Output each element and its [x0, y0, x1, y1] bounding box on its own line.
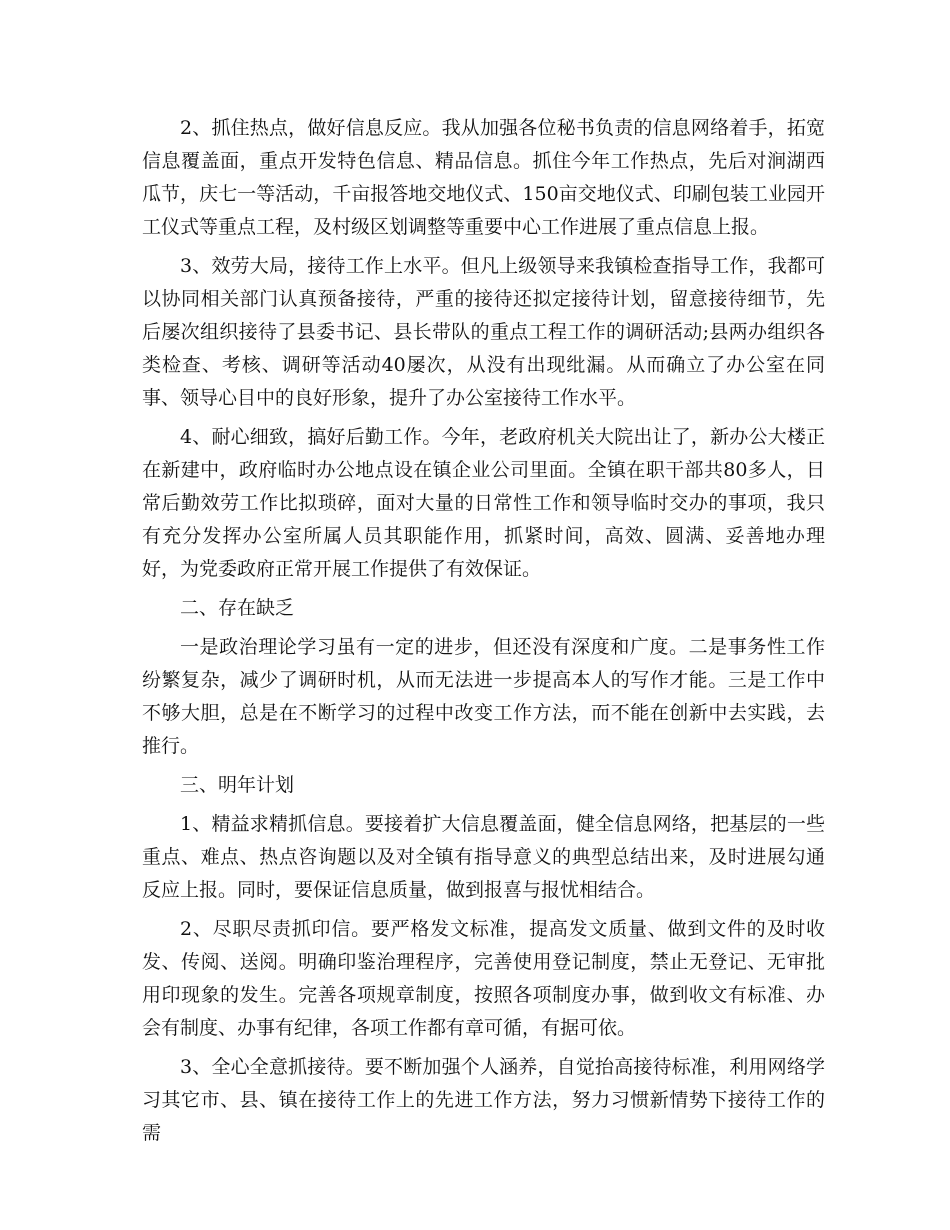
paragraph-logistics-work: 4、耐心细致，搞好后勤工作。今年，老政府机关大院出让了，新办公大楼正在新建中，政府临时办公地点设在镇企业公司里面。全镇在职干部共80多人，日常后勤效劳工作比拟琐碎，面对大量的日常性工作和领导临时交办的事项，我只有充分发挥办公室所属人员其职能作用，抓紧时间，高效、圆满、妥善地办理好，为党委政府正常开展工作提供了有效保证。 — [142, 426, 825, 580]
section-heading-shortcomings: 二、存在缺乏 — [180, 597, 295, 619]
paragraph-info-feedback: 2、抓住热点，做好信息反应。我从加强各位秘书负责的信息网络着手，拓宽信息覆盖面，重点开发特色信息、精品信息。抓住今年工作热点，先后对涧湖西瓜节，庆七一等活动，千亩报答地交地仪式、150亩交地仪式、印刷包装工业园开工仪式等重点工程，及村级区划调整等重要中心工作进展了重点信息上报。 — [142, 117, 825, 238]
paragraph-plan-information: 1、精益求精抓信息。要接着扩大信息覆盖面，健全信息网络，把基层的一些重点、难点、热点咨询题以及对全镇有指导意义的典型总结出来，及时进展勾通反应上报。同时，要保证信息质量，做到报喜与报忧相结合。 — [142, 813, 825, 901]
section-heading-next-year-plan: 三、明年计划 — [180, 774, 295, 796]
paragraph-plan-seals: 2、尽职尽责抓印信。要严格发文标准，提高发文质量、做到文件的及时收发、传阅、送阅。明确印鉴治理程序，完善使用登记制度，禁止无登记、无审批用印现象的发生。完善各项规章制度，按照各项制度办事，做到收文有标准、办会有制度、办事有纪律，各项工作都有章可循，有据可依。 — [142, 918, 825, 1039]
paragraph-shortcomings: 一是政治理论学习虽有一定的进步，但还没有深度和广度。二是事务性工作纷繁复杂，减少了调研时机，从而无法进一步提高本人的写作才能。三是工作中不够大胆，总是在不断学习的过程中改变工作方法，而不能在创新中去实践，去推行。 — [142, 636, 825, 757]
document-body — [142, 112, 825, 1156]
paragraph-plan-reception: 3、全心全意抓接待。要不断加强个人涵养，自觉抬高接待标准，利用网络学习其它市、县、镇在接待工作上的先进工作方法，努力习惯新情势下接待工作的需 — [142, 1056, 825, 1144]
paragraph-reception-work: 3、效劳大局，接待工作上水平。但凡上级领导来我镇检查指导工作，我都可以协同相关部门认真预备接待，严重的接待还拟定接待计划，留意接待细节，先后屡次组织接待了县委书记、县长带队的重点工程工作的调研活动;县两办组织各类检查、考核、调研等活动40屡次，从没有出现纰漏。从而确立了办公室在同事、领导心目中的良好形象，提升了办公室接待工作水平。 — [142, 255, 825, 409]
